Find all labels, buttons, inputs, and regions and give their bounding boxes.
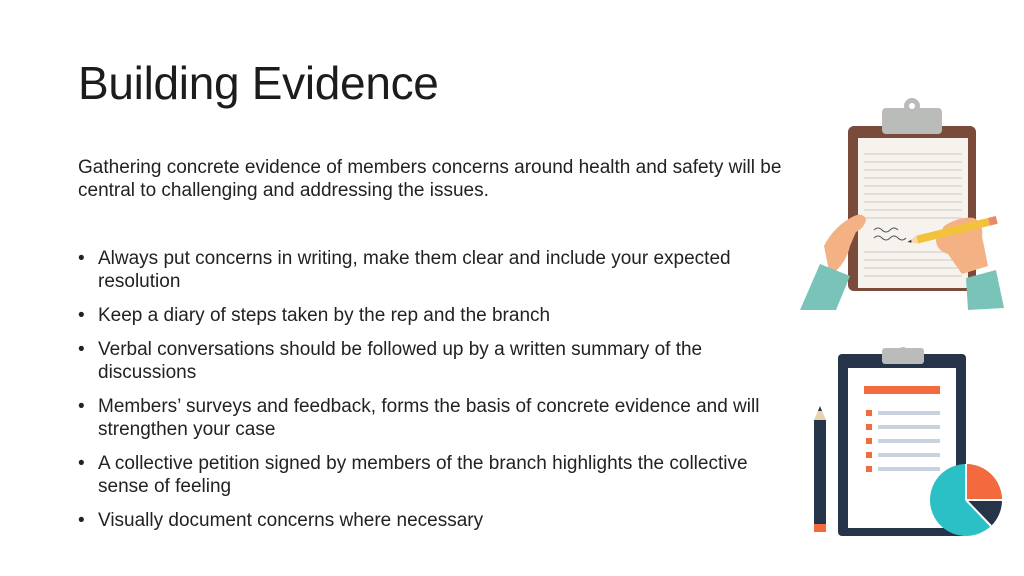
clipboard-pie-chart-pencil-icon bbox=[808, 346, 1008, 542]
list-item: • Always put concerns in writing, make them clear and include your expected resolution bbox=[78, 247, 798, 293]
bullet-list bbox=[78, 247, 798, 543]
list-item: • Verbal conversations should be followed up by a written summary of the discussions bbox=[78, 338, 798, 384]
clipboard-writing-hands-icon bbox=[796, 96, 1008, 316]
list-item: • A collective petition signed by members of the branch highlights the collective sense of feeling bbox=[78, 452, 798, 498]
intro-paragraph: Gathering concrete evidence of members concerns around health and safety will be central to challenging and addressing the issues. bbox=[78, 157, 782, 201]
list-item: • Keep a diary of steps taken by the rep and the branch bbox=[78, 304, 798, 327]
list-item: • Visually document concerns where necessary bbox=[78, 509, 798, 532]
list-item: • Members’ surveys and feedback, forms the basis of concrete evidence and will strengthen your case bbox=[78, 395, 798, 441]
page-title: Building Evidence bbox=[78, 57, 439, 109]
